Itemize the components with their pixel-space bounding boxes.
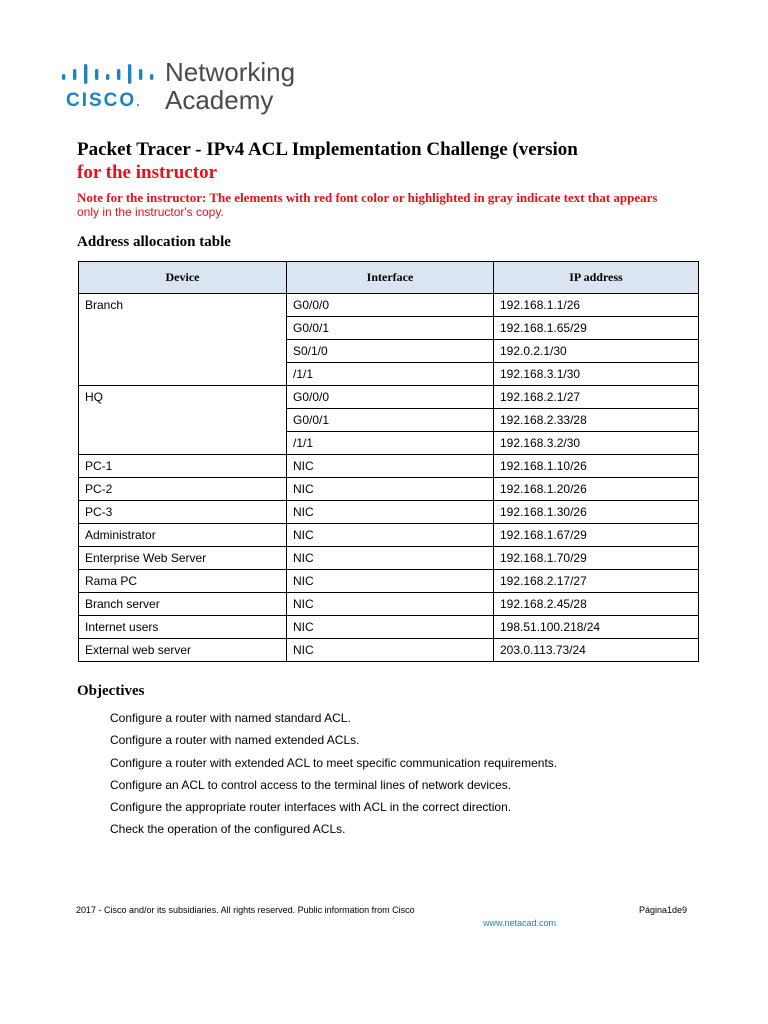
ip-address-cell: 192.168.2.45/28 (494, 593, 699, 616)
address-table-heading: Address allocation table (77, 234, 231, 250)
interface-cell: NIC (287, 616, 494, 639)
device-cell: PC-2 (79, 478, 287, 501)
footer-url-link[interactable]: www.netacad.com (483, 918, 557, 928)
objective-text: Configure a router with extended ACL to meet specific communication requirements. (110, 755, 558, 770)
networking-academy-text (165, 58, 295, 114)
footer-page-number: Página1de9 (639, 905, 688, 915)
interface-cell: /1/1 (287, 363, 494, 386)
table-row (79, 294, 699, 317)
table-row (79, 547, 699, 570)
objective-item (98, 777, 557, 799)
device-cell: External web server (79, 639, 287, 662)
objective-item (98, 755, 557, 777)
table-row (79, 478, 699, 501)
table-row (79, 386, 699, 409)
device-cell: Rama PC (79, 570, 287, 593)
interface-cell: NIC (287, 639, 494, 662)
objective-item (98, 821, 557, 843)
interface-cell: NIC (287, 501, 494, 524)
ip-address-cell: 192.168.2.33/28 (494, 409, 699, 432)
cisco-bridge-icon (62, 64, 158, 84)
objectives-list (98, 710, 557, 844)
interface-cell: G0/0/1 (287, 317, 494, 340)
document-title: Packet Tracer - IPv4 ACL Implementation Challenge (version (77, 139, 578, 160)
device-cell: Branch (79, 294, 287, 386)
ip-address-cell: 192.168.3.2/30 (494, 432, 699, 455)
ip-address-cell: 192.168.1.20/26 (494, 478, 699, 501)
device-cell: HQ (79, 386, 287, 455)
ip-address-cell: 192.168.1.10/26 (494, 455, 699, 478)
logo-text-line2: Academy (165, 85, 274, 115)
device-cell: Administrator (79, 524, 287, 547)
objective-item (98, 710, 557, 732)
objective-text: Configure a router with named standard ACL. (110, 711, 351, 725)
footer-copyright: 2017 - Cisco and/or its subsidiaries. All rights reserved. Public information from Cisco (76, 905, 415, 915)
column-header-ip: IP address (494, 262, 699, 294)
ip-address-cell: 192.168.1.30/26 (494, 501, 699, 524)
table-row (79, 639, 699, 662)
table-row (79, 501, 699, 524)
interface-cell: NIC (287, 478, 494, 501)
objective-text: Configure a router with named extended ACLs. (110, 733, 360, 748)
objective-text: Configure the appropriate router interfaces with ACL in the correct direction. (110, 800, 512, 815)
address-allocation-table (78, 261, 699, 662)
table-row (79, 616, 699, 639)
ip-address-cell: 203.0.113.73/24 (494, 639, 699, 662)
table-row (79, 455, 699, 478)
interface-cell: NIC (287, 524, 494, 547)
interface-cell: G0/0/1 (287, 409, 494, 432)
ip-address-cell: 192.168.3.1/30 (494, 363, 699, 386)
objective-item (98, 799, 557, 821)
objective-item (98, 732, 557, 754)
objective-text: Configure an ACL to control access to the terminal lines of network devices. (110, 777, 512, 792)
device-cell: Branch server (79, 593, 287, 616)
cisco-wordmark: CISCO. (66, 90, 140, 111)
ip-address-cell: 192.168.1.1/26 (494, 294, 699, 317)
device-cell: Internet users (79, 616, 287, 639)
table-row (79, 570, 699, 593)
address-table-body (79, 294, 699, 662)
instructor-note (77, 190, 697, 220)
interface-cell: S0/1/0 (287, 340, 494, 363)
interface-cell: G0/0/0 (287, 294, 494, 317)
table-row (79, 524, 699, 547)
interface-cell: NIC (287, 455, 494, 478)
device-cell: Enterprise Web Server (79, 547, 287, 570)
table-row (79, 593, 699, 616)
column-header-device: Device (79, 262, 287, 294)
device-cell: PC-3 (79, 501, 287, 524)
ip-address-cell: 192.168.2.17/27 (494, 570, 699, 593)
interface-cell: NIC (287, 547, 494, 570)
interface-cell: /1/1 (287, 432, 494, 455)
ip-address-cell: 198.51.100.218/24 (494, 616, 699, 639)
ip-address-cell: 192.168.2.1/27 (494, 386, 699, 409)
ip-address-cell: 192.0.2.1/30 (494, 340, 699, 363)
interface-cell: NIC (287, 593, 494, 616)
ip-address-cell: 192.168.1.70/29 (494, 547, 699, 570)
device-cell: PC-1 (79, 455, 287, 478)
instructor-note-line1: Note for the instructor: The elements with red font color or highlighted in gray indicate text that appears (77, 190, 658, 205)
interface-cell: G0/0/0 (287, 386, 494, 409)
document-subtitle: for the instructor (77, 162, 218, 183)
table-header-row (79, 262, 699, 294)
logo-text-line1: Networking (165, 57, 296, 87)
objective-text: Check the operation of the configured ACLs. (110, 822, 346, 837)
objectives-heading: Objectives (77, 683, 145, 699)
interface-cell: NIC (287, 570, 494, 593)
ip-address-cell: 192.168.1.65/29 (494, 317, 699, 340)
instructor-note-line2: only in the instructor's copy. (77, 205, 224, 219)
column-header-interface: Interface (287, 262, 494, 294)
ip-address-cell: 192.168.1.67/29 (494, 524, 699, 547)
